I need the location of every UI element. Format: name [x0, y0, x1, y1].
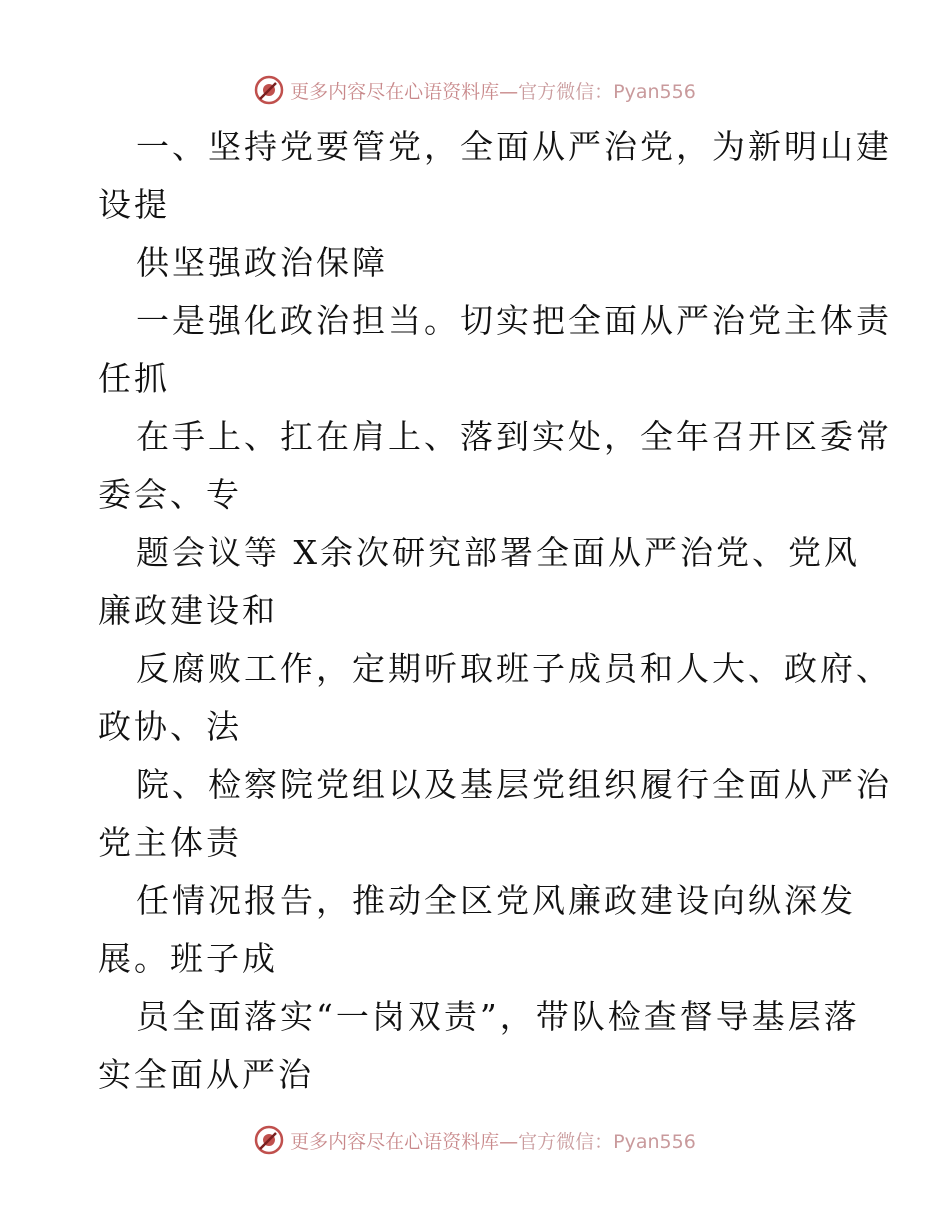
text-line: 党主体责: [98, 823, 242, 862]
text-line: 任抓: [98, 359, 170, 398]
text-line: 一是强化政治担当。切实把全面从严治党主体责: [136, 301, 892, 340]
text-line: 员全面落实“一岗双责”，带队检查督导基层落: [136, 997, 860, 1036]
text-line: 委会、专: [98, 475, 242, 514]
text-line: 展。班子成: [98, 939, 278, 978]
watermark-wechat: 官方微信：Pyan556: [518, 80, 696, 103]
text-line: 实全面从严治: [98, 1055, 314, 1094]
text-line: 供坚强政治保障: [136, 243, 388, 282]
watermark-separator: —: [499, 1130, 519, 1153]
brand-logo-icon: [254, 75, 284, 105]
watermark-separator: —: [499, 80, 519, 103]
watermark-text: [290, 1127, 696, 1154]
text-line: 设提: [98, 185, 170, 224]
brand-logo-icon: [254, 1125, 284, 1155]
watermark-text: [290, 77, 696, 104]
watermark-banner-bottom: [0, 1122, 950, 1158]
watermark-main: 更多内容尽在心语资料库: [290, 80, 500, 103]
text-line: 政协、法: [98, 707, 242, 746]
text-line: 在手上、扛在肩上、落到实处，全年召开区委常: [136, 417, 892, 456]
text-line: 院、检察院党组以及基层党组织履行全面从严治: [136, 765, 892, 804]
text-line: 廉政建设和: [98, 591, 278, 630]
text-line: 反腐败工作，定期听取班子成员和人大、政府、: [136, 649, 892, 688]
watermark-main: 更多内容尽在心语资料库: [290, 1130, 500, 1153]
watermark-wechat: 官方微信：Pyan556: [518, 1130, 696, 1153]
document-body: [98, 118, 892, 1104]
text-line: 题会议等 X余次研究部署全面从严治党、党风: [136, 533, 860, 572]
text-line: 任情况报告，推动全区党风廉政建设向纵深发: [136, 881, 856, 920]
watermark-banner-top: [0, 72, 950, 108]
text-line: 一、坚持党要管党，全面从严治党，为新明山建: [136, 127, 892, 166]
